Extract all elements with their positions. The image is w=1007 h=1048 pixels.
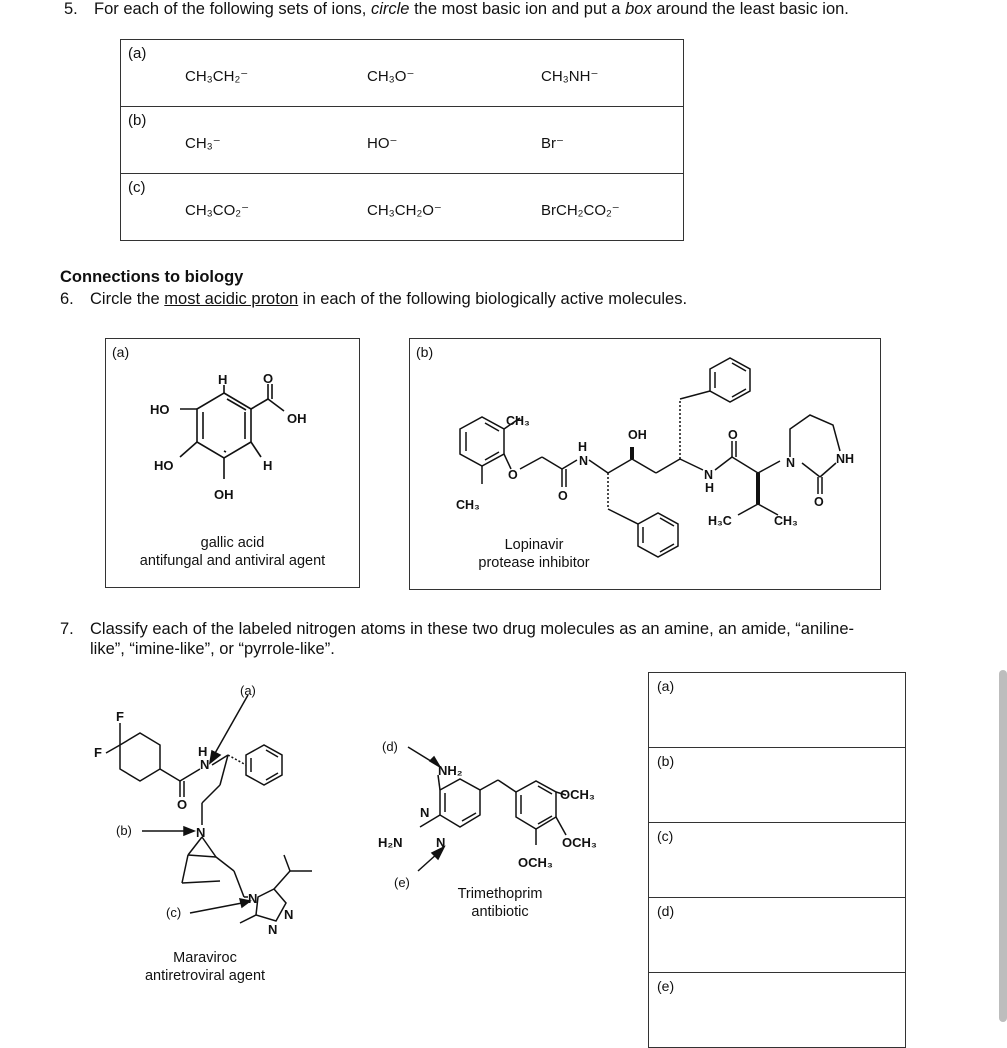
scrollbar[interactable]	[999, 670, 1007, 1022]
atom-label: F	[94, 745, 102, 760]
molecule-description: antiretroviral agent	[144, 968, 266, 984]
nitrogen-label-a: (a)	[240, 683, 256, 698]
atom-label: O	[728, 428, 738, 442]
question-number: 6.	[60, 290, 74, 308]
ion[interactable]: HO⁻	[367, 135, 398, 152]
question-number: 7.	[60, 620, 74, 638]
molecule-description: antifungal and antiviral agent	[139, 553, 326, 569]
atom-label: H	[578, 440, 588, 454]
row-label: (c)	[128, 179, 146, 196]
atom-label: N	[786, 456, 796, 470]
panel-label: (a)	[112, 344, 130, 360]
nitrogen-label-e: (e)	[394, 875, 410, 890]
nitrogen-label-d: (d)	[382, 739, 398, 754]
atom-label: CH₃	[456, 498, 480, 512]
answer-box[interactable]: (b)	[649, 748, 906, 823]
atom-label: NH₂	[438, 763, 463, 778]
atom-label: H₂N	[378, 835, 403, 850]
ion[interactable]: CH₃NH⁻	[541, 68, 599, 85]
row-label: (a)	[128, 45, 147, 62]
atom-label: OCH₃	[518, 855, 553, 870]
nitrogen-label-c: (c)	[166, 905, 182, 920]
ion[interactable]: CH₃⁻	[185, 135, 221, 152]
atom-label: N	[196, 825, 206, 840]
question-number: 5.	[64, 0, 78, 18]
atom-label: H	[263, 458, 273, 473]
question-6-prompt: 6. Circle the most acidic proton in each of the following biologically active molecules.	[60, 290, 688, 308]
molecule-name: Maraviroc	[173, 950, 237, 966]
atom-label: N	[284, 907, 294, 922]
question-7-prompt: 7. Classify each of the labeled nitrogen atoms in these two drug molecules as an amine, an amide, “aniline-	[60, 620, 855, 638]
trimethoprim-structure[interactable]	[370, 735, 630, 895]
ion[interactable]: Br⁻	[541, 135, 564, 152]
atom-label: N	[200, 757, 210, 772]
atom-label: OH	[287, 411, 307, 426]
atom-label: N	[436, 835, 446, 850]
molecule-name: Trimethoprim	[457, 886, 543, 902]
atom-label: OH	[628, 428, 647, 442]
atom-label: NH	[836, 452, 855, 466]
gallic-acid-panel	[105, 338, 360, 588]
answer-box[interactable]: (a)	[649, 673, 906, 748]
atom-label: N	[248, 891, 258, 906]
atom-label: OH	[214, 487, 234, 502]
row-label: (b)	[128, 112, 147, 129]
atom-label: N	[268, 922, 278, 937]
atom-label: N	[420, 805, 430, 820]
atom-label: H	[198, 744, 208, 759]
molecule-name: Lopinavir	[504, 537, 564, 553]
question-5-prompt: 5. For each of the following sets of ions, circle the most basic ion and put a box around the least basic ion.	[64, 0, 849, 18]
atom-label: OCH₃	[560, 787, 595, 802]
section-heading: Connections to biology	[60, 268, 244, 286]
molecule-description: antibiotic	[471, 904, 529, 920]
question-7-prompt-continued: like”, “imine-like”, or “pyrrole-like”.	[90, 640, 335, 658]
atom-label: F	[116, 709, 124, 724]
ion[interactable]: CH₃CO₂⁻	[185, 202, 250, 219]
ion[interactable]: BrCH₂CO₂⁻	[541, 202, 620, 219]
atom-label: OCH₃	[562, 835, 597, 850]
atom-label: N	[704, 468, 714, 482]
atom-label: O	[508, 468, 518, 482]
atom-label: H	[218, 372, 228, 387]
atom-label: H	[705, 481, 715, 495]
lopinavir-panel	[409, 338, 881, 590]
nitrogen-label-b: (b)	[116, 823, 132, 838]
atom-label: O	[263, 371, 274, 386]
panel-label: (b)	[416, 344, 434, 360]
maraviroc-structure[interactable]	[80, 675, 340, 937]
atom-label: CH₃	[774, 514, 798, 528]
atom-label: H₃C	[708, 514, 732, 528]
atom-label: O	[177, 797, 188, 812]
atom-label: O	[558, 489, 568, 503]
answer-box[interactable]: (e)	[649, 973, 906, 1048]
answer-table	[648, 672, 906, 1048]
atom-label: HO	[154, 458, 174, 473]
molecule-description: protease inhibitor	[478, 555, 590, 571]
ion-row	[121, 174, 684, 241]
ion-row	[121, 107, 684, 174]
ion-row	[121, 40, 684, 107]
ion[interactable]: CH₃CH₂O⁻	[367, 202, 442, 219]
atom-label: O	[814, 495, 824, 509]
ion-table	[120, 39, 684, 241]
answer-box[interactable]: (c)	[649, 823, 906, 898]
molecule-name: gallic acid	[200, 535, 265, 551]
atom-label: N	[579, 454, 589, 468]
answer-box[interactable]: (d)	[649, 898, 906, 973]
atom-label: HO	[150, 402, 170, 417]
ion[interactable]: CH₃CH₂⁻	[185, 68, 249, 85]
atom-label: CH₃	[506, 414, 530, 428]
ion[interactable]: CH₃O⁻	[367, 68, 415, 85]
